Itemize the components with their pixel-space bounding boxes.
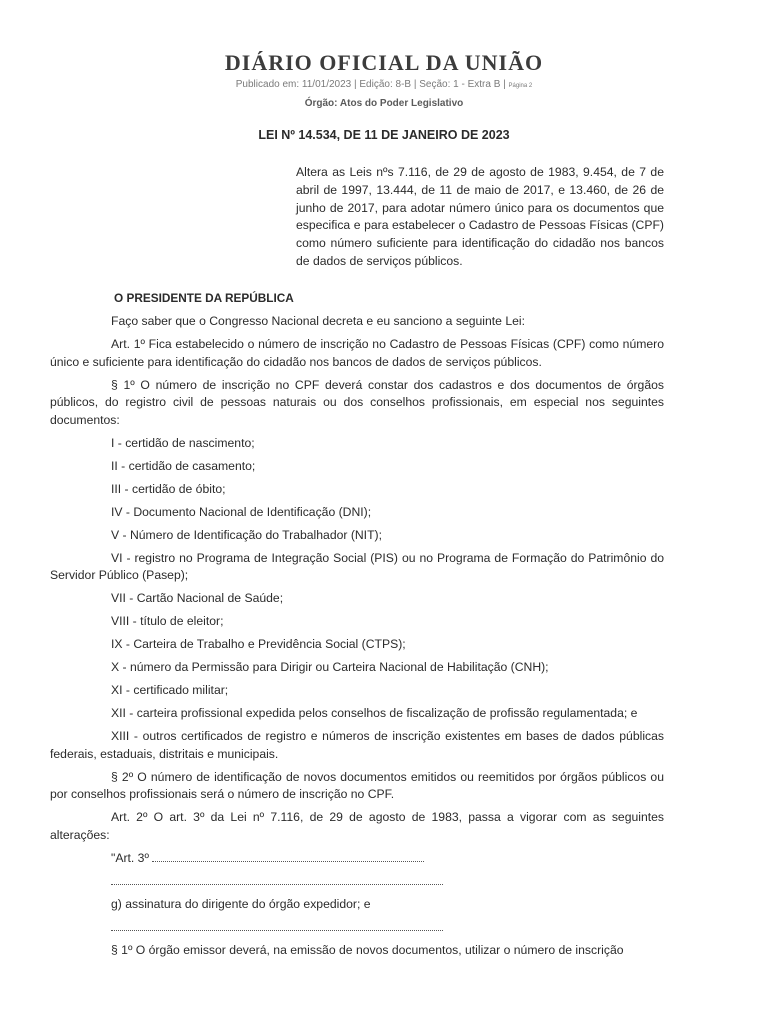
masthead (0, 50, 768, 110)
list-item: VII - Cartão Nacional de Saúde; (111, 591, 284, 605)
president-heading: O PRESIDENTE DA REPÚBLICA (114, 291, 294, 305)
decree-paragraph: Faço saber que o Congresso Nacional decreta e eu sanciono a seguinte Lei: (111, 314, 525, 328)
list-item: I - certidão de nascimento; (111, 435, 255, 450)
publication-details: Publicado em: 11/01/2023 | Edição: 8-B | Seção: 1 - Extra B | (235, 79, 506, 90)
list-item: VIII - título de eleitor; (111, 614, 224, 628)
omission-line (50, 873, 664, 891)
omission-dots (111, 920, 443, 931)
list-item: VI - registro no Programa de Integração Social (PIS) ou no Programa de Formação do Patrimônio do Servidor Público (Pasep); (50, 550, 664, 582)
list-item: II - certidão de casamento; (111, 458, 256, 473)
item-g: g) assinatura do dirigente do órgão expedidor; e (111, 896, 371, 911)
new-paragraph-1: § 1º O órgão emissor deverá, na emissão de novos documentos, utilizar o número de inscrição (111, 942, 624, 957)
omission-dots (152, 851, 424, 862)
list-item: XI - certificado militar; (111, 683, 229, 697)
article-1: Art. 1º Fica estabelecido o número de inscrição no Cadastro de Pessoas Físicas (CPF) como número único e suficiente para identificação do cidadão nos bancos de dados de serviços públicos. (50, 337, 664, 369)
law-body (50, 290, 664, 965)
list-item: V - Número de Identificação do Trabalhador (NIT); (111, 527, 382, 542)
page-label: Página 2 (508, 83, 533, 89)
list-item: IX - Carteira de Trabalho e Previdência Social (CTPS); (111, 637, 406, 651)
law-summary: Altera as Leis nºs 7.116, de 29 de agosto de 1983, 9.454, de 7 de abril de 1997, 13.444, de 11 de maio de 2017, e 13.460, de 26 de junho de 2017, para adotar número único para os documentos que especifica e para estabelecer o Cadastro de Pessoas Físicas (CPF) como número suficiente para identificação do cidadão nos bancos de dados de serviços públicos. (296, 165, 664, 268)
list-item: III - certidão de óbito; (111, 481, 226, 496)
article-2: Art. 2º O art. 3º da Lei nº 7.116, de 29 de agosto de 1983, passa a vigorar com as seguintes alterações: (50, 810, 664, 842)
paragraph-2: § 2º O número de identificação de novos documentos emitidos ou reemitidos por órgãos públicos ou por conselhos profissionais será o número de inscrição no CPF. (50, 769, 664, 801)
omission-line (50, 919, 664, 937)
list-item: IV - Documento Nacional de Identificação (DNI); (111, 504, 372, 519)
newspaper-title: DIÁRIO OFICIAL DA UNIÃO (224, 50, 544, 75)
law-title: LEI Nº 14.534, DE 11 DE JANEIRO DE 2023 (258, 128, 510, 142)
omission-dots (111, 874, 443, 885)
list-item: XII - carteira profissional expedida pelos conselhos de fiscalização de profissão regulamentada; e (111, 706, 638, 720)
publication-info (0, 78, 768, 93)
list-item: XIII - outros certificados de registro e números de inscrição existentes em bases de dados públicas federais, estaduais, distritais e municipais. (50, 729, 664, 761)
quoted-article-3 (50, 850, 664, 868)
issuing-body: Órgão: Atos do Poder Legislativo (304, 98, 464, 109)
quote-start: "Art. 3º (111, 850, 149, 865)
paragraph-1: § 1º O número de inscrição no CPF deverá constar dos cadastros e dos documentos de órgãos públicos, do registro civil de pessoas naturais ou dos conselhos profissionais, em especial nos seguintes documentos: (50, 377, 664, 427)
list-item: X - número da Permissão para Dirigir ou Carteira Nacional de Habilitação (CNH); (111, 660, 549, 674)
